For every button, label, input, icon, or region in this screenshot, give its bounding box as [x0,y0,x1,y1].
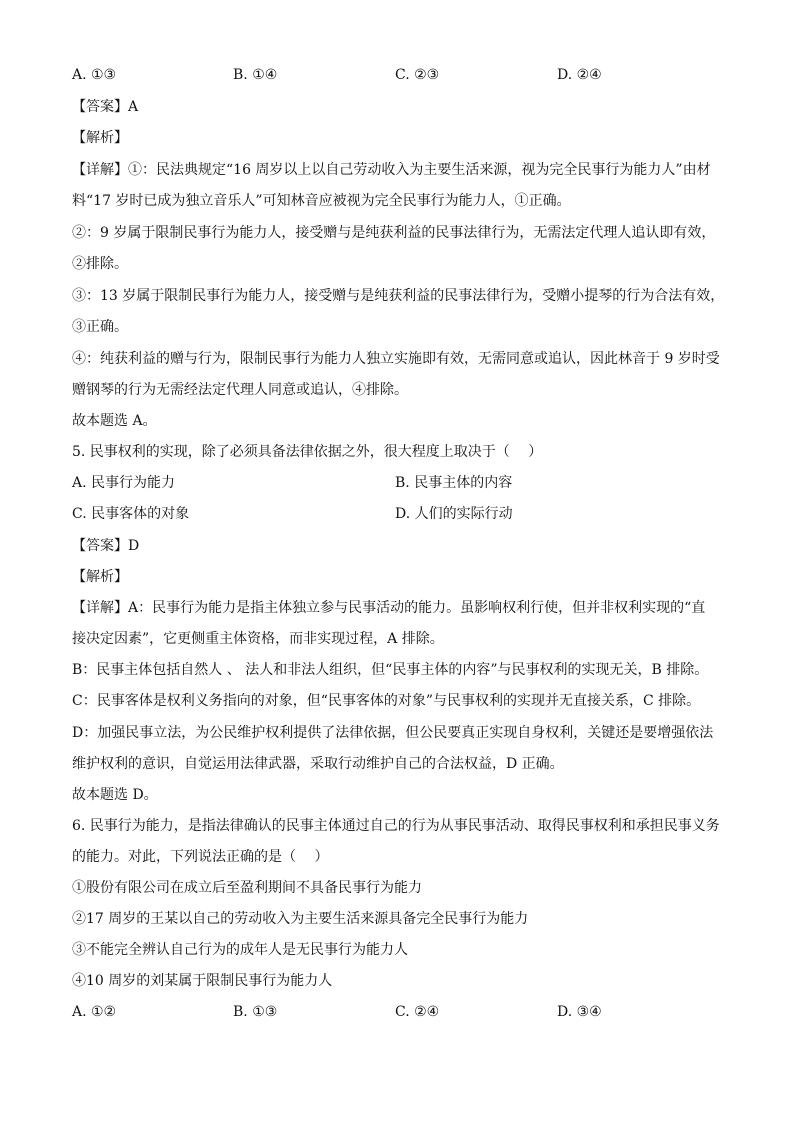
q4-option-d: D. ②④ [557,67,602,83]
q5-analysis-label: 【解析】 [72,569,128,585]
q5-stem: 5. 民事权利的实现，除了必须具备法律依据之外，很大程度上取决于（ ） [72,444,543,460]
q4-detail-line: ③：13 岁属于限制民事行为能力人，接受赠与是纯获利益的民事法律行为，受赠小提琴的行为合法有效， [72,288,725,304]
q6-options [72,997,732,1027]
q5-detail-line: 【详解】A：民事行为能力是指主体独立参与民事活动的能力。虽影响权利行使，但并非权利实现的“直 [72,600,706,616]
q5-option-b: B. 民事主体的内容 [395,475,513,491]
q6-option-c: C. ②④ [395,1004,440,1020]
q4-conclusion: 故本题选 A。 [72,413,157,429]
q5-detail-line: D：加强民事立法，为公民维护权利提供了法律依据，但公民要真正实现自身权利，关键还是要增强依法 [72,725,714,741]
q6-option-b: B. ①③ [233,1004,278,1020]
q4-detail-line: ②：9 岁属于限制民事行为能力人，接受赠与是纯获利益的民事法律行为，无需法定代理人追认即有效， [72,225,716,241]
q4-detail-line: 料“17 岁时已成为独立音乐人”可知林音应被视为完全民事行为能力人，①正确。 [72,193,571,209]
q6-stem-line: 6. 民事行为能力，是指法律确认的民事主体通过自己的行为从事民事活动、取得民事权利和承担民事义务 [72,818,720,834]
q4-detail-line: ②排除。 [72,256,128,272]
q5-options-row-2 [72,499,732,529]
q5-detail-line: 维护权利的意识，自觉运用法律武器，采取行动维护自己的合法权益，D 正确。 [72,756,564,772]
q5-detail-line: B：民事主体包括自然人 、 法人和非法人组织，但“民事主体的内容”与民事权利的实现无关，B 排除。 [72,662,709,678]
q4-detail-line: ③正确。 [72,319,128,335]
q4-detail-line: 赠钢琴的行为无需经法定代理人同意或追认，④排除。 [72,382,408,398]
q4-answer: 【答案】A [72,99,139,115]
q6-option-d: D. ③④ [557,1004,602,1020]
q4-option-a: A. ①③ [72,67,117,83]
q4-options [72,60,732,90]
q6-statement: ①股份有限公司在成立后至盈利期间不具备民事行为能力 [72,880,422,896]
q6-statement: ③不能完全辨认自己行为的成年人是无民事行为能力人 [72,942,408,958]
q6-statement: ②17 周岁的王某以自己的劳动收入为主要生活来源具备完全民事行为能力 [72,911,529,927]
q6-statement: ④10 周岁的刘某属于限制民事行为能力人 [72,973,333,989]
q5-options-row-1 [72,468,732,498]
q5-detail-line: 接决定因素”，它更侧重主体资格，而非实现过程，A 排除。 [72,631,444,647]
q4-detail-line: ④：纯获利益的赠与行为，限制民事行为能力人独立实施即有效，无需同意或追认，因此林音于 9 岁时受 [72,351,720,367]
q4-option-c: C. ②③ [395,67,440,83]
q5-conclusion: 故本题选 D。 [72,787,158,803]
q4-analysis-label: 【解析】 [72,130,128,146]
q4-detail-line: 【详解】①：民法典规定“16 周岁以上以自己劳动收入为主要生活来源，视为完全民事行为能力人”由材 [72,162,711,178]
q4-option-b: B. ①④ [233,67,278,83]
q6-stem-line: 的能力。对此，下列说法正确的是（ ） [72,849,329,865]
q5-answer: 【答案】D [72,538,140,554]
q5-detail-line: C：民事客体是权利义务指向的对象，但“民事客体的对象”与民事权利的实现并无直接关系，C 排除。 [72,693,701,709]
q5-option-c: C. 民事客体的对象 [72,506,190,522]
q5-option-d: D. 人们的实际行动 [395,506,513,522]
q5-option-a: A. 民事行为能力 [72,475,176,491]
q6-option-a: A. ①② [72,1004,117,1020]
